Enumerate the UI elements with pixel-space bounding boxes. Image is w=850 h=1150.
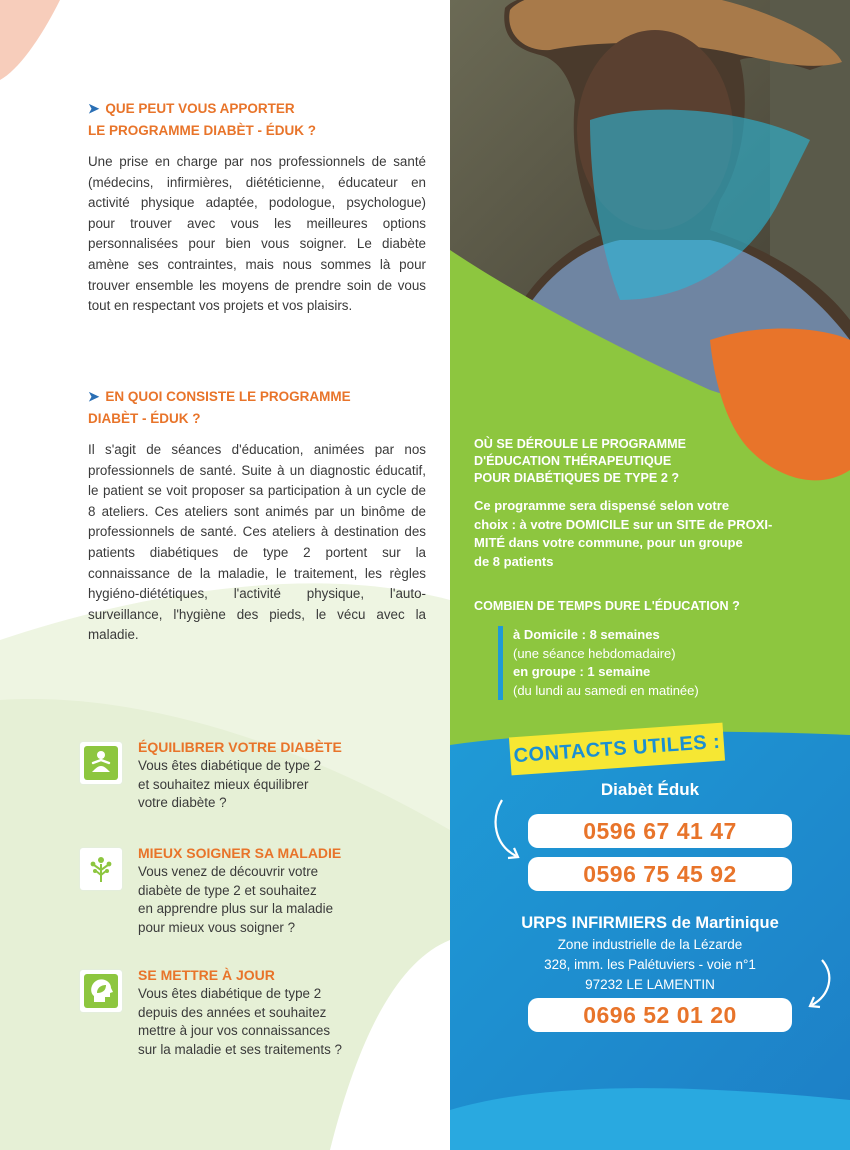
feature-care-line2: diabète de type 2 et souhaitez	[138, 882, 317, 898]
top-corner-shape	[0, 0, 60, 80]
duration-group: en groupe : 1 semaine	[513, 664, 651, 680]
duration-group-note: (du lundi au samedi en matinée)	[513, 682, 699, 698]
where-section	[474, 436, 834, 571]
where-body-line1: Ce programme sera dispensé selon votre	[474, 498, 730, 513]
section-benefits-title	[88, 98, 426, 142]
where-title-line1: OÙ SE DÉROULE LE PROGRAMME	[474, 437, 687, 451]
section-program	[88, 386, 426, 646]
duration-title: COMBIEN DE TEMPS DURE L'ÉDUCATION ?	[474, 599, 740, 613]
section-benefits-body: Une prise en charge par nos professionnels de santé (médecins, infirmières, diététicienne, éducateur en activité physique adaptée, podologue, psychologue) pour trouver avec vous les meilleures options personnalisées pour bien vous soigner. Le diabète amène ses contraintes, mais nous sommes là pour trouver ensemble les moyens de prendre soin de vous tout en respectant vos projets et vos plaisirs.	[88, 154, 426, 314]
feature-update-line2: depuis des années et souhaitez	[138, 1004, 327, 1020]
duration-home-note: (une séance hebdomadaire)	[513, 645, 676, 661]
duration-details	[498, 626, 818, 700]
feature-care-line1: Vous venez de découvrir votre	[138, 864, 319, 879]
contacts-label-text: CONTACTS UTILES :	[512, 730, 721, 767]
where-body-line2: choix : à votre DOMICILE sur un SITE de PROXI-	[474, 516, 773, 532]
address-line2: 328, imm. les Palétuviers - voie n°1	[544, 957, 756, 972]
contacts-panel-bottom	[450, 1088, 850, 1150]
chevron-right-icon: ➤	[88, 101, 100, 116]
section-benefits	[88, 98, 426, 317]
where-body-line4: de 8 patients	[474, 553, 554, 569]
feature-update-line3: mettre à jour vos connaissances	[138, 1023, 331, 1039]
section-benefits-title-line1: QUE PEUT VOUS APPORTER	[105, 101, 295, 116]
duration-section	[474, 598, 834, 615]
section-program-title	[88, 386, 426, 430]
feature-care	[80, 844, 420, 937]
feature-update	[80, 966, 420, 1059]
feature-balance	[80, 738, 420, 813]
phone-diabet-eduk-1[interactable]: 0596 67 41 47	[528, 814, 792, 848]
duration-home: à Domicile : 8 semaines	[513, 627, 660, 642]
address-line1: Zone industrielle de la Lézarde	[557, 937, 743, 952]
phone-diabet-eduk-2[interactable]: 0596 75 45 92	[528, 857, 792, 891]
growth-tree-icon	[80, 848, 122, 890]
feature-balance-line3: votre diabète ?	[138, 795, 227, 811]
section-benefits-title-line2: LE PROGRAMME DIABÈT - ÉDUK ?	[88, 123, 316, 138]
feature-balance-line2: et souhaitez mieux équilibrer	[138, 776, 309, 792]
section-program-title-line2: DIABÈT - ÉDUK ?	[88, 411, 201, 426]
head-leaf-icon	[80, 970, 122, 1012]
section-program-body: Il s'agit de séances d'éducation, animées par nos professionnels de santé. Suite à un diagnostic éducatif, le patient se voit proposer sa participation à un cycle de 8 ateliers. Ces ateliers sont animés par un binôme de professionnels de santé. Ces ateliers à destination des patients diabétiques de type 2 portent sur la connaissance de la maladie, le traitement, les règles hygiéno-diététiques, l'activité physique, l'auto-surveillance, l'hygiène des pieds, le vécu avec la maladie.	[88, 442, 426, 643]
where-title-line2: D'ÉDUCATION THÉRAPEUTIQUE	[474, 454, 672, 468]
where-title-line3: POUR DIABÉTIQUES DE TYPE 2 ?	[474, 471, 680, 485]
right-column	[450, 0, 850, 1150]
feature-balance-title: ÉQUILIBRER VOTRE DIABÈTE	[138, 739, 342, 755]
feature-care-line3: en apprendre plus sur la maladie	[138, 901, 334, 917]
feature-update-line4: sur la maladie et ses traitements ?	[138, 1041, 342, 1057]
feature-balance-line1: Vous êtes diabétique de type 2	[138, 758, 322, 773]
meditation-icon	[80, 742, 122, 784]
feature-care-line4: pour mieux vous soigner ?	[138, 919, 296, 935]
section-program-title-line1: EN QUOI CONSISTE LE PROGRAMME	[105, 389, 351, 404]
phone-urps[interactable]: 0696 52 01 20	[528, 998, 792, 1032]
contact-org-urps: URPS INFIRMIERS de Martinique	[521, 914, 779, 932]
contact-org-diabet-eduk: Diabèt Éduk	[600, 780, 700, 799]
where-body-line3: MITÉ dans votre commune, pour un groupe	[474, 535, 743, 550]
feature-care-title: MIEUX SOIGNER SA MALADIE	[138, 845, 342, 861]
feature-update-line1: Vous êtes diabétique de type 2	[138, 986, 322, 1001]
address-line3: 97232 LE LAMENTIN	[585, 977, 715, 992]
feature-update-title: SE METTRE À JOUR	[138, 967, 275, 983]
chevron-right-icon: ➤	[88, 389, 100, 404]
